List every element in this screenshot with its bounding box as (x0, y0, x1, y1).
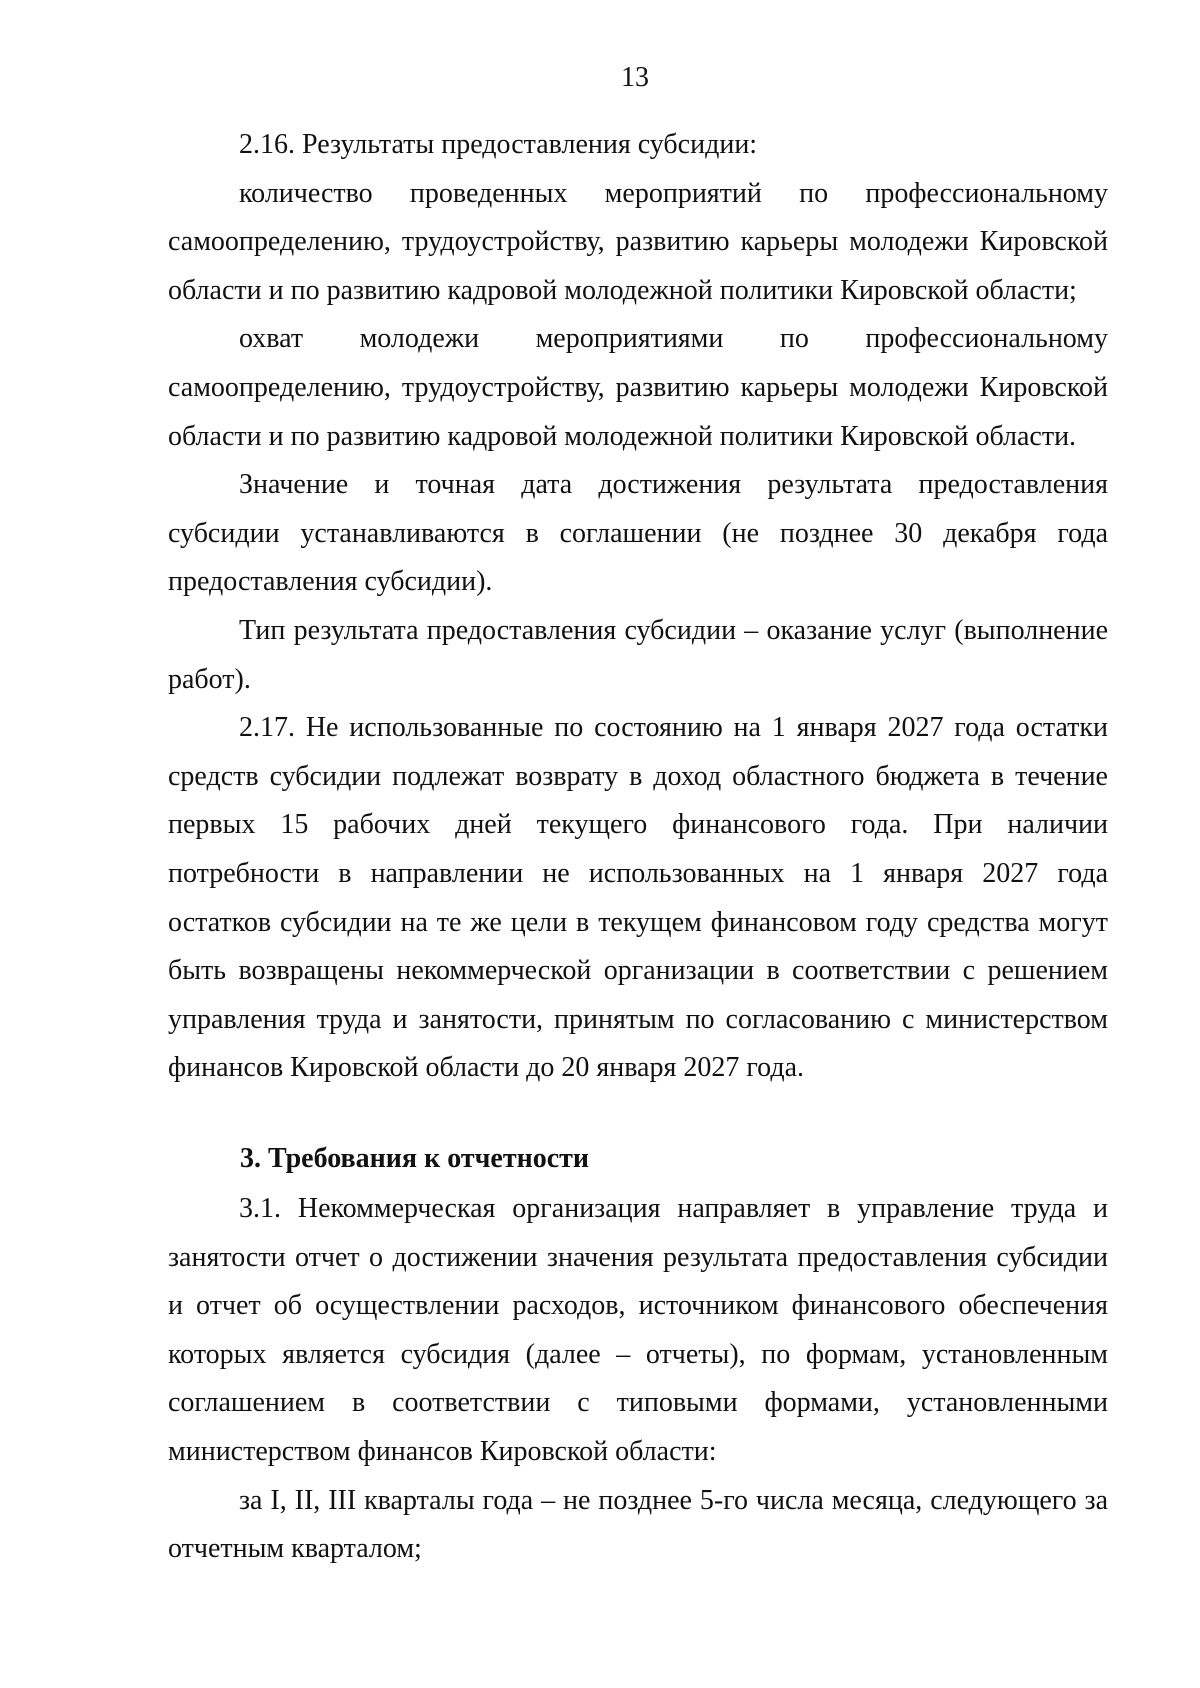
paragraph-2-16: 2.16. Результаты предоставления субсидии: (239, 129, 758, 160)
paragraph-events-count: количество проведенных мероприятий по профессиональному самоопределению, трудоустройству, развитию карьеры молодежи Кировской области и по развитию кадровой молодежной политики Кировской области; (168, 177, 1108, 306)
section-2-text (168, 121, 1108, 1093)
paragraph-quarterly-deadline: за I, II, III кварталы года – не позднее 5-го числа месяца, следующего за отчетным кварталом; (168, 1484, 1108, 1565)
paragraph-3-1: 3.1. Некоммерческая организация направляет в управление труда и занятости отчет о достижении значения результата предоставления субсидии и отчет об осуществлении расходов, источником финансового обеспечения которых является субсидия (далее – отчеты), по формам, установленным соглашением в соответствии с типовыми формами, установленными министерством финансов Кировской области: (168, 1193, 1108, 1467)
paragraph-2-17: 2.17. Не использованные по состоянию на 1 января 2027 года остатки средств субсидии подлежат возврату в доход областного бюджета в течение первых 15 рабочих дней текущего финансового года. При наличии потребности в направлении не использованных на 1 января 2027 года остатков субсидии на те же цели в текущем финансовом году средства могут быть возвращены некоммерческой организации в соответствии с решением управления труда и занятости, принятым по согласованию с министерством финансов Кировской области до 20 января 2027 года. (168, 712, 1108, 1084)
section-3-text (168, 1185, 1108, 1574)
paragraph-result-type: Тип результата предоставления субсидии – оказание услуг (выполнение работ). (168, 614, 1108, 695)
paragraph-result-value-date: Значение и точная дата достижения результата предоставления субсидии устанавливаются в соглашении (не позднее 30 декабря года предоставления субсидии). (168, 469, 1108, 598)
section-heading: 3. Требования к отчетности (240, 1143, 590, 1174)
page-number: 13 (621, 62, 649, 93)
paragraph-youth-coverage: охват молодежи мероприятиями по профессиональному самоопределению, трудоустройству, развитию карьеры молодежи Кировской области и по развитию кадровой молодежной политики Кировской области. (168, 323, 1108, 452)
